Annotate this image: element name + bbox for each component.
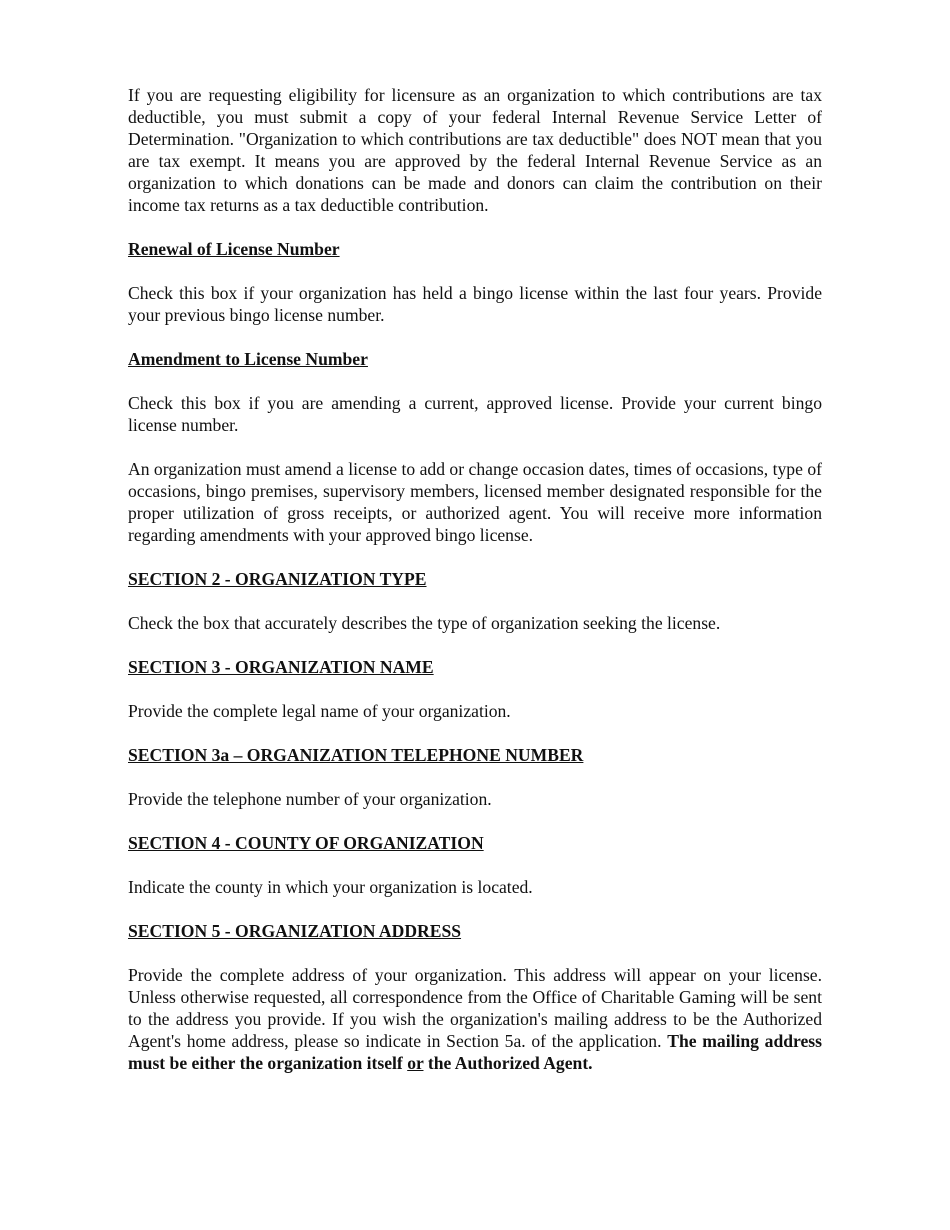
renewal-heading: Renewal of License Number — [128, 239, 340, 259]
renewal-body: Check this box if your organization has held a bingo license within the last four years. Provide your previous bingo license number. — [128, 283, 822, 325]
section-3-heading: SECTION 3 - ORGANIZATION NAME — [128, 657, 434, 677]
section-3-body: Provide the complete legal name of your organization. — [128, 701, 511, 721]
section-4-body: Indicate the county in which your organization is located. — [128, 877, 533, 897]
intro-paragraph: If you are requesting eligibility for licensure as an organization to which contributions are tax deductible, you must submit a copy of your federal Internal Revenue Service Letter of Determination. "Organization to which contributions are tax deductible" does NOT mean that you are tax exempt. It means you are approved by the federal Internal Revenue Service as an organization to which donations can be made and donors can claim the contribution on their income tax returns as a tax deductible contribution. — [128, 85, 822, 215]
amendment-body: Check this box if you are amending a current, approved license. Provide your current bingo license number. — [128, 393, 822, 435]
section-3a-heading: SECTION 3a – ORGANIZATION TELEPHONE NUMBER — [128, 745, 584, 765]
document-page — [128, 84, 822, 1074]
mailing-address-note: The mailing address must be either the organization itself or the Authorized Agent. — [128, 1031, 823, 1073]
or-underlined: or — [407, 1053, 424, 1073]
section-2-body: Check the box that accurately describes the type of organization seeking the license. — [128, 613, 721, 633]
section-5-text: Provide the complete address of your organization. This address will appear on your license. Unless otherwise requested, all correspondence from the Office of Charitable Gaming will be sent to the address you provide. If you wish the organization's mailing address to be the Authorized Agent's home address, please so indicate in Section 5a. of the application. — [128, 965, 822, 1051]
amendment-body-2: An organization must amend a license to add or change occasion dates, times of occasions, type of occasions, bingo premises, supervisory members, licensed member designated responsible for the proper utilization of gross receipts, or authorized agent. You will receive more information regarding amendments with your approved bingo license. — [128, 459, 822, 545]
section-5-heading: SECTION 5 - ORGANIZATION ADDRESS — [128, 921, 462, 941]
amendment-heading: Amendment to License Number — [128, 349, 368, 369]
section-2-heading: SECTION 2 - ORGANIZATION TYPE — [128, 569, 427, 589]
section-4-heading: SECTION 4 - COUNTY OF ORGANIZATION — [128, 833, 484, 853]
section-3a-body: Provide the telephone number of your organization. — [128, 789, 492, 809]
section-5-body — [128, 964, 822, 1074]
